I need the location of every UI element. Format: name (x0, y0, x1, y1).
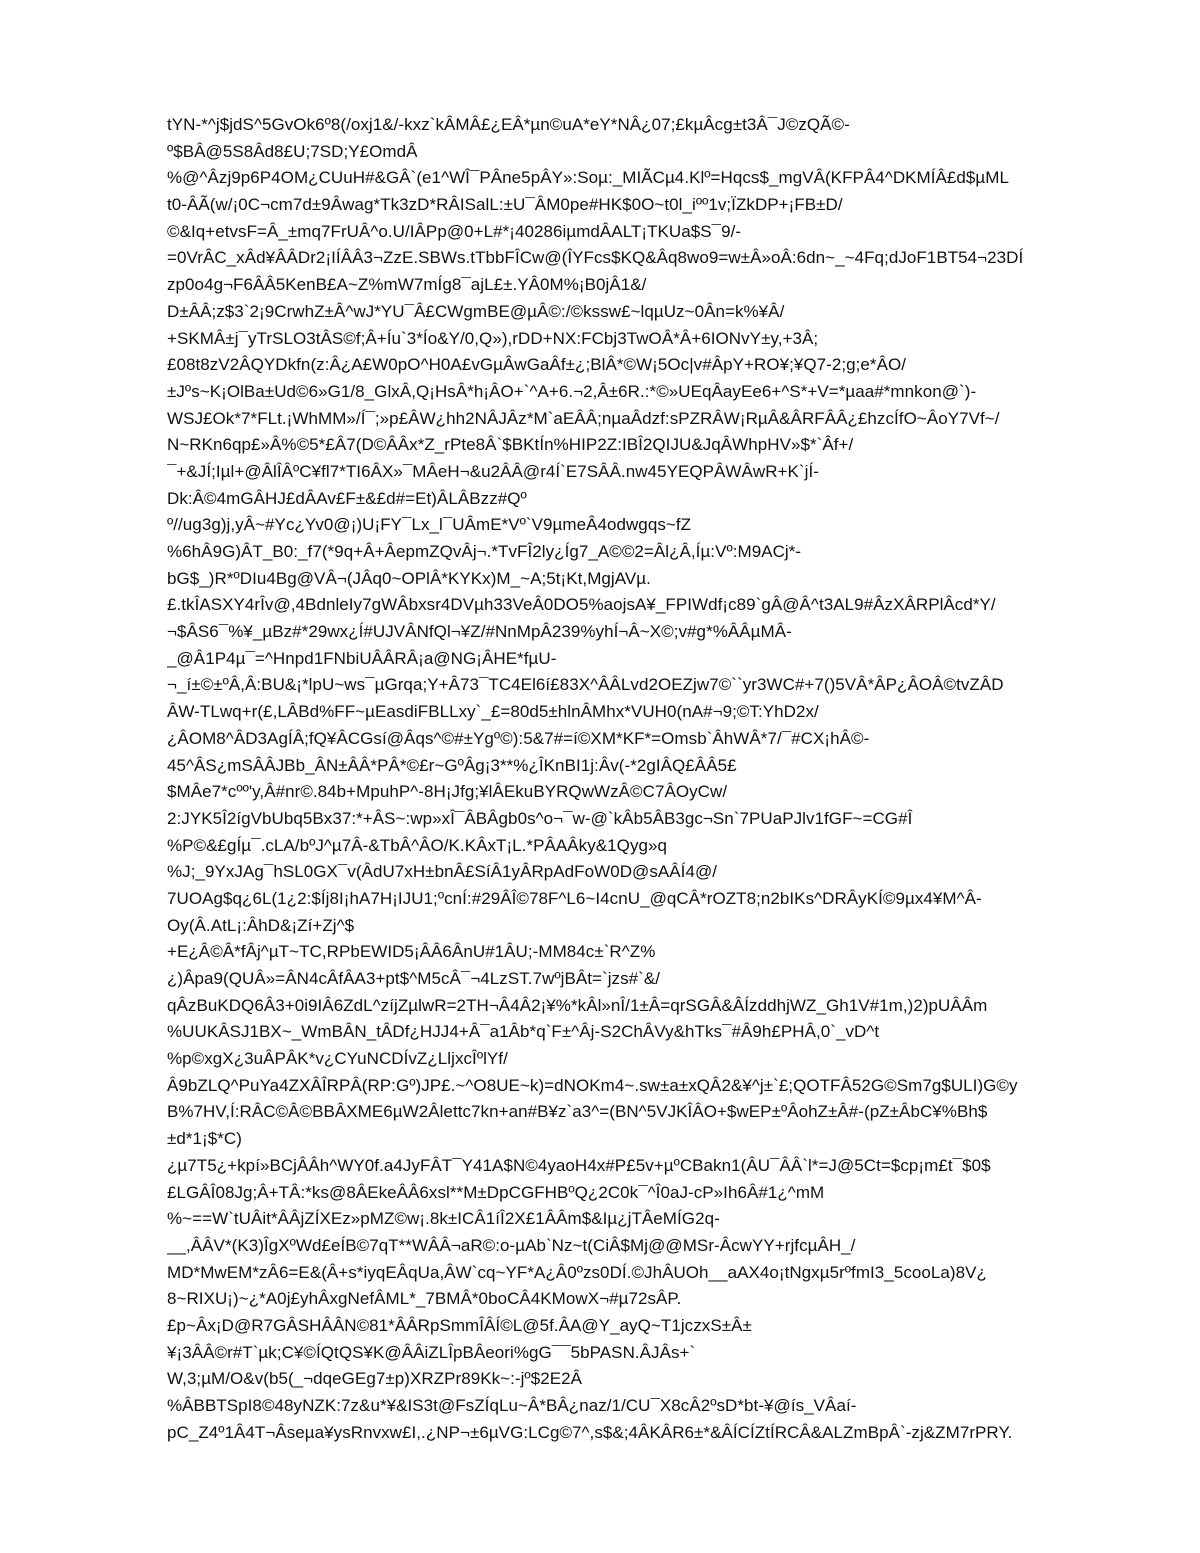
text-line: Oy(Â.AtL¡:ÂhD&¡Zí+Zj^$ (167, 915, 355, 935)
text-line: £.tkÎASXY4rÎv@,4BdnleIy7gWÂbxsr4DVµh33VeÂ0DO5%aojsA¥_FPIWdf¡c89`gÂ@Â^t3AL9#ÂzXÂRPlÂcd*Y/ (167, 595, 996, 615)
text-line: =0VrÂC_xÂd¥ÂÂDr2¡IÍÂÂ3¬ZzE.SBWs.tTbbFÎCw@(ÎYFcs$KQ&Âq8wo9=w±Â»oÂ:6dn~_~4Fq;dJoF1BT54¬23DÍ (167, 248, 1024, 268)
text-line: ©&Iq+etvsF=Â_±mq7FrUÂ^o.U/IÂPp@0+L#*¡40286iµmdÂALT¡TKUa$S¯9/- (167, 221, 742, 241)
text-line: ±d*1¡$*C) (167, 1129, 242, 1149)
text-line: £p~Âx¡D@R7GÂSHÂÂN©81*ÂÂRpSmmÎÂÍ©L@5f.ÂA@Y_ayQ~T1jczxS±Â± (167, 1315, 752, 1335)
text-line: 7UOAg$q¿6L(1¿2:$Íj8I¡hA7H¡IJU1;ºcnÍ:#29ÂÎ©78F^L6~I4cnU_@qCÂ*rOZT8;n2bIKs^DRÂyKÍ©9µx4¥M^Â- (167, 888, 982, 908)
text-line: Â9bZLQ^PuYa4ZXÂÎRPÂ(RP:Gº)JP£.~^O8UE~k)=dNOKm4~.sw±a±xQÂ2&¥^j±`£;QOTFÂ52G©Sm7g$ULI)G©y (167, 1075, 1018, 1095)
text-line: zp0o4g¬F6ÂÂ5KenB£A~Z%mW7mÍg8¯ajL£±.YÂ0M%¡B0jÂ1&/ (167, 275, 647, 295)
text-line: %P©&£gÍµ¯.cLA/bºJ^µ7Â-&TbÂ^ÂO/K.KÂxT¡L.*PÂAÂky&1Qyg»q (167, 835, 668, 855)
text-line: £08t8zV2ÂQYDkfn(z:Â¿A£W0pO^H0A£vGµÂwGaÂf±¿;BlÂ*©W¡5Oc|v#ÂpY+RO¥;¥Q7-2;g;e*ÂO/ (167, 355, 907, 375)
text-line: 45^ÂS¿mSÂÂJBb_ÂN±ÂÂ*PÂ*©£r~GºÂg¡3**%¿ÎKnBI1j:Âv(-*2gIÂQ£ÂÂ5£ (167, 755, 737, 775)
text-line: WSJ£Ok*7*FLt.¡WhMM»/Í¯;»p£ÂW¿hh2NÂJÂz*M`aEÂÂ;nµaÂdzf:sPZRÂW¡RµÂ&ÂRFÂÂ¿£hzcÍfO~ÂoY7Vf~/ (167, 408, 1000, 428)
text-line: _@Â1P4µ¯=^Hnpd1FNbiUÂÂRÂ¡a@NG¡ÂHE*fµU- (167, 648, 557, 668)
text-line: bG$_)R*ºDIu4Bg@VÂ¬(JÂq0~OPlÂ*KYKx)M_~A;5t¡Kt,MgjAVµ. (167, 568, 651, 588)
text-line: ¿)Âpa9(QUÂ»=ÂN4cÂfÂA3+pt$^M5cÂ¯¬4LzST.7wºjBÂt=`jzs#`&/ (167, 969, 661, 988)
text-line: £LGÂÎ08Jg;Â+TÂ:*ks@8ÂEkeÂÂ6xsl**M±DpCGFHBºQ¿2C0k¯^Î0aJ-cP»Ih6Â#1¿^mM (167, 1182, 825, 1202)
text-line: %~==W`tUÂit*ÂÂjZÍXEz»pMZ©w¡.8k±ICÂ1íÎ2X£1ÂÂm$&Iµ¿jTÂeMÍG2q- (167, 1209, 720, 1229)
text-line: 2:JYK5Î2ígVbUbq5Bx37:*+ÂS~:wp»xÎ¯ÂBÂgb0s^o¬¯w-@`kÂb5ÂB3gc¬Sn`7PUaPJlv1fGF~=CG#Î (167, 808, 913, 828)
text-line: qÂzBuKDQ6Â3+0i9IÂ6ZdL^zíjZµlwR=2TH¬Â4Â2¡¥%*kÂl»nÎ/1±Â=qrSGÂ&ÂÍzddhjWZ_Gh1V#1m,)2)pUÂÂm (167, 995, 988, 1015)
text-line: tYN-*^j$jdS^5GvOk6º8(/oxj1&/-kxz`kÂMÂ£¿EÂ*µn©uA*eY*NÂ¿07;£kµÂcg±t3Â¯J©zQÃ©- (167, 115, 850, 134)
text-line: ¥¡3ÂÂ©r#T`µk;C¥©ÍQtQS¥K@ÂÂiZLÎpBÂeori%gG¯¯5bPASN.ÂJÂs+` (167, 1342, 696, 1362)
text-line: ¯+&JÍ;Iµl+@ÂlÎÂºC¥fl7*TI6ÂX»¯MÂeH¬&u2ÂÂ@r4Í`E7SÂÂ.nw45YEQPÂWÂwR+K`jÍ- (167, 461, 819, 481)
text-line: t0-ÂÃ(w/¡0C¬cm7d±9Âwag*Tk3zD*RÂISalL:±U¯ÂM0pe#HK$0O~t0l_iºº1v;ÏZkDP+¡FB±D/ (167, 195, 843, 215)
text-line: ±Jºs~K¡OlBa±Ud©6»G1/8_GlxÂ,Q¡HsÂ*h¡ÂO+`^A+6.¬2,Â±6R.:*©»UEqÂayEe6+^S*+V=*µaa#*mnkon@`)- (167, 381, 977, 401)
text-line: W,3;µM/O&v(b5(_¬dqeGEg7±p)XRZPr89Kk~:-jº$2E2Â (167, 1369, 582, 1389)
text-line: %J;_9YxJAg¯hSL0GX¯v(ÂdU7xH±bnÂ£SíÂ1yÂRpAdFoW0D@sAÂÍ4@/ (167, 862, 718, 882)
text-line: ¬$ÂS6¯%¥_µBz#*29wx¿Í#UJVÂNfQl¬¥Z/#NnMpÂ239%yhÍ¬Â~X©;v#g*%ÂÂµMÂ- (167, 622, 792, 642)
text-line: MD*MwEM*zÂ6=E&(Â+s*iyqEÂqUa,ÂW`cq~YF*A¿Â0ºzs0DÍ.©JhÂUOh__aAX4o¡tNgxµ5rºfmI3_5cooLa)8V¿ (167, 1262, 987, 1282)
text-line: %ÂBBTSpI8©48yNZK:7z&u*¥&IS3t@FsZÍqLu~Â*BÂ¿naz/1/CU¯X8cÂ2ºsD*bt-¥@ís_VÂaí- (167, 1396, 857, 1415)
text-line: º//ug3g)j,yÂ~#Yc¿Yv0@¡)U¡FY¯Lx_l¯UÂmE*Vº`V9µmeÂ4odwgqs~fZ (167, 515, 692, 535)
text-line: %6hÂ9G)ÂT_B0:_f7(*9q+Â+ÂepmZQvÂj¬.*TvFÎ2ly¿Íg7_A©©2=Âl¿Â,Íµ:Vº:M9ACj*- (167, 542, 802, 561)
text-line: N~RKn6qp£»Â%©5*£Â7(D©ÂÂx*Z_rPte8Â`$BKtÍn%HIP2Z:IBÎ2QIJU&JqÂWhpHV»$*`Âf+/ (167, 435, 854, 455)
text-line: B%7HV,Í:RÂC©Â©BBÂXME6µW2Âlettc7kn+an#B¥z`a3^=(BN^5VJKÎÂO+$wEP±ºÂohZ±Â#-(pZ±ÂbC¥%Bh$ (167, 1102, 988, 1122)
text-line: %p©xgX¿3uÂPÂK*v¿CYuNCDÍvZ¿LljxcÎºlYf/ (167, 1049, 508, 1069)
document-body (167, 112, 1127, 1446)
text-line: ÂW-TLwq+r(£,LÂBd%FF~µEasdiFBLLxy`_£=80d5±hlnÂMhx*VUH0(nA#¬9;©T:YhD2x/ (167, 702, 819, 722)
text-line: ¿µ7T5¿+kpí»BCjÂÂh^WY0f.a4JyFÂT¯Y41A$N©4yaoH4x#P£5v+µºCBakn1(ÂU¯ÂÂ`l*=J@5Ct=$cp¡m£t¯$0$ (167, 1155, 991, 1175)
text-line: +E¿Â©Â*fÂj^µT~TC,RPbEWID5¡ÂÂ6ÂnU#1ÂU;-MM84c±`R^Z% (167, 942, 656, 962)
text-line: ¿ÂOM8^ÂD3AgÍÂ;fQ¥ÂCGsí@Âqs^©#±Ygº©):5&7#=í©XM*KF*=Omsb`ÂhWÂ*7/¯#CX¡hÂ©- (167, 728, 870, 748)
text-line: º$BÂ@5S8Âd8£U;7SD;Y£OmdÂ (167, 141, 418, 161)
text-line: Dk:Â©4mGÂHJ£dÂAv£F±&£d#=Et)ÂLÂBzz#Qº (167, 488, 527, 508)
text-line: %@^Âzj9p6P4OM¿CUuH#&GÂ`(e1^WÎ¯PÂne5pÂY»:Soµ:_MIÃCµ4.Klº=Hqcs$_mgVÂ(KFPÂ4^DKMÍÂ£d$µML (167, 168, 1009, 188)
text-line: +SKMÂ±j¯yTrSLO3tÂS©f;Â+Íu`3*Ío&Y/0,Q»),rDD+NX:FCbj3TwOÂ*Â+6IONvY±y,+3Â; (167, 328, 819, 348)
text-line: D±ÂÂ;z$3`2¡9CrwhZ±Â^wJ*YU¯Â£CWgmBE@µÂ©:/©kssw£~lqµUz~0Ân=k%¥Â/ (167, 301, 785, 321)
text-line: 8~RIXU¡)~¿*A0j£yhÂxgNefÂML*_7BMÂ*0boCÂ4KMowX¬#µ72sÂP. (167, 1289, 682, 1309)
text-line: pC_Z4º1Â4T¬Âseµa¥ysRnvxw£I,.¿NP¬±6µVG:LCg©7^,s$&;4ÂKÂR6±*&ÂÍCÍZtÍRCÂ&ALZmBpÂ`-zj&ZM7rPRY. (167, 1422, 1013, 1442)
text-line: ¬_í±©±ºÂ,Â:BU&¡*lpU~ws¯µGrqa;Y+Â73¯TC4El6í£83X^ÂÂLvd2OEZjw7©``yr3WC#+7()5VÂ*ÂP¿ÂOÂ©tvZÂD (167, 675, 1004, 695)
text-line: %UUKÂSJ1BX~_WmBÂN_tÂDf¿HJJ4+Â¯a1Âb*q`F±^Âj-S2ChÂVy&hTks¯#Â9h£PHÂ,0`_vD^t (167, 1022, 880, 1042)
text-line: $MÂe7*cºº'y,Â#nr©.84b+MpuhP^-8H¡Jfg;¥lÂEkuBYRQwWzÂ©C7ÂOyCw/ (167, 782, 728, 802)
text-line: __,ÂÂV*(K3)ÎgXºWd£eÍB©7qT**WÂÂ¬aR©:o-µAb`Nz~t(CiÂ$Mj@@MSr-ÂcwYY+rjfcµÂH_/ (167, 1235, 856, 1255)
